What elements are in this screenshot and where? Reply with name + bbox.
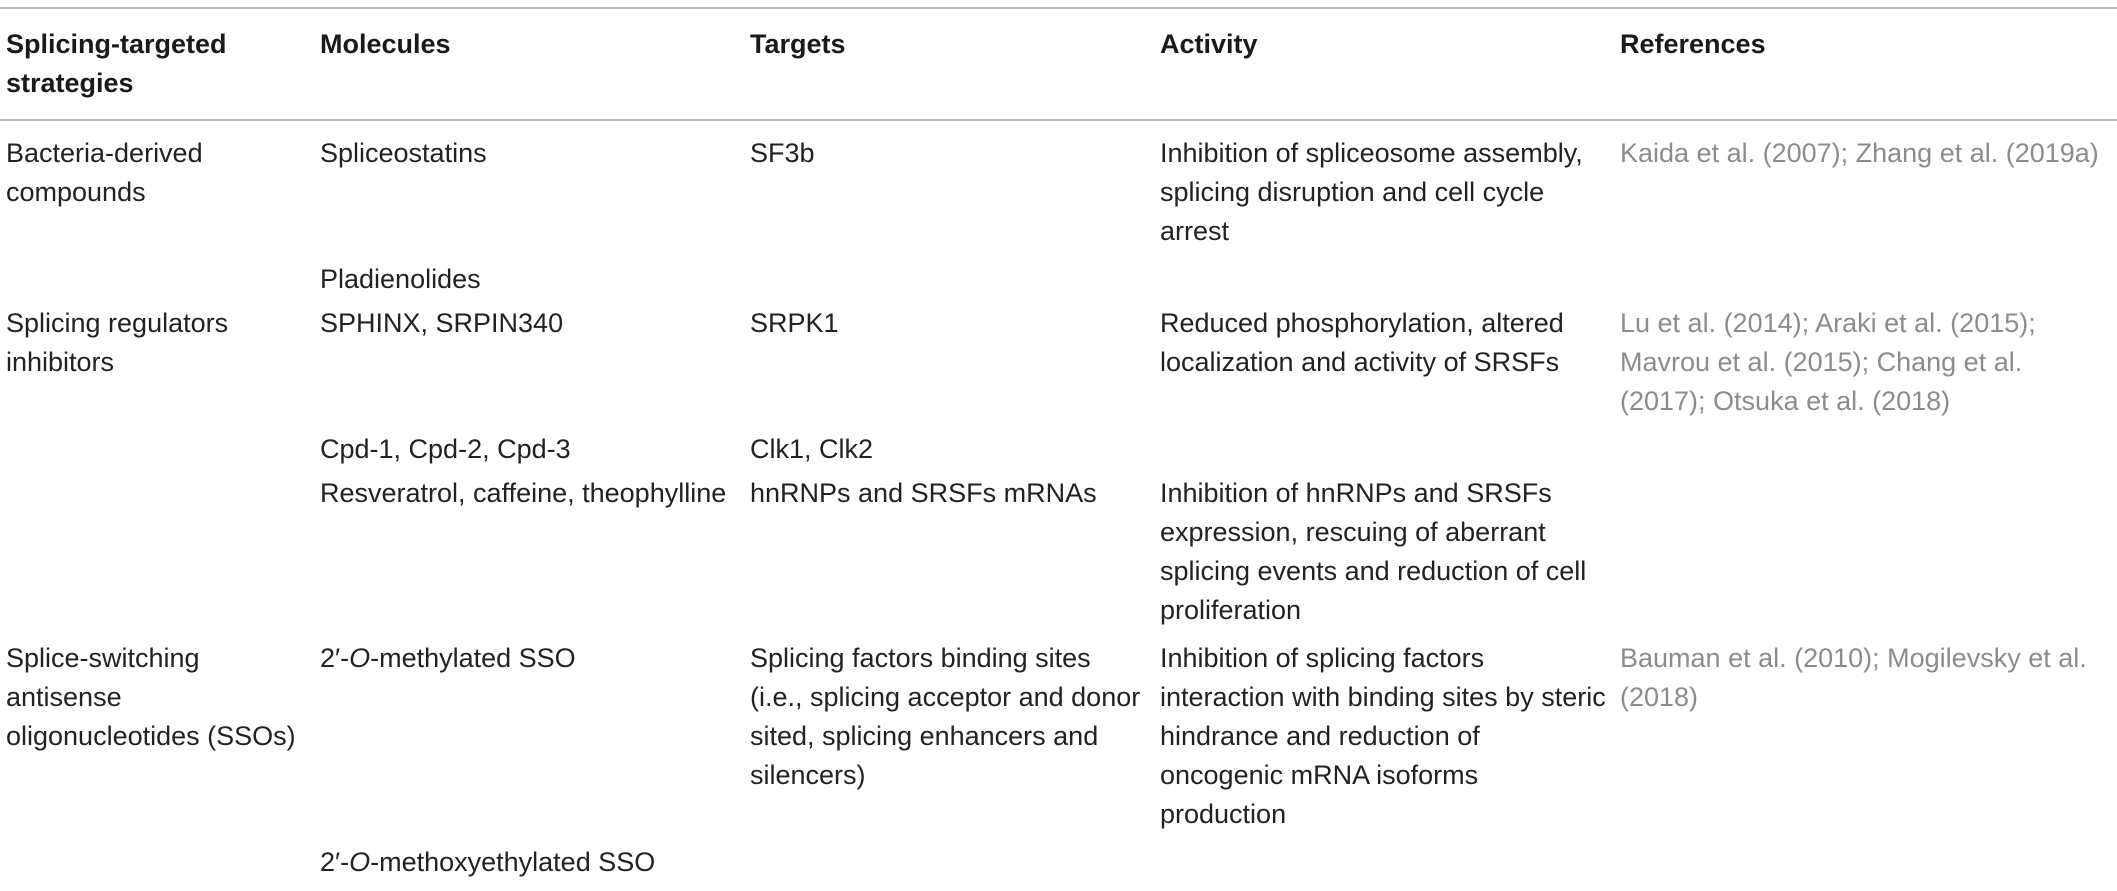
cell-references — [1614, 260, 2117, 304]
table-row — [0, 639, 2117, 843]
table-row — [0, 260, 2117, 304]
cell-strategy — [0, 474, 314, 639]
splicing-strategies-table — [0, 7, 2117, 891]
molecule-prefix: 2′- — [320, 643, 350, 673]
cell-targets — [744, 260, 1154, 304]
table-body — [0, 120, 2117, 891]
cell-references — [1614, 639, 2117, 843]
molecule-prefix: 2′- — [320, 847, 350, 877]
header-activity: Activity — [1160, 29, 1258, 59]
cell-molecules: Cpd-1, Cpd-2, Cpd-3 — [320, 434, 571, 464]
cell-targets — [744, 843, 1154, 891]
molecule-italic: O — [349, 847, 371, 877]
cell-activity: Inhibition of spliceosome assembly, splicing disruption and cell cycle arrest — [1160, 138, 1583, 246]
reference-link[interactable]: Lu et al. (2014); Araki et al. (2015); Mavrou et al. (2015); Chang et al. (2017); Otsuka et al. (2018) — [1620, 308, 2036, 416]
reference-link[interactable]: Kaida et al. (2007); Zhang et al. (2019a) — [1620, 138, 2099, 168]
cell-targets: hnRNPs and SRSFs mRNAs — [750, 478, 1097, 508]
cell-activity — [1154, 260, 1614, 304]
cell-activity — [1154, 430, 1614, 474]
cell-molecules: SPHINX, SRPIN340 — [320, 308, 564, 338]
molecule-italic: O — [349, 643, 371, 673]
cell-activity: Inhibition of splicing factors interaction with binding sites by steric hindrance and reduction of oncogenic mRNA isoforms production — [1160, 643, 1606, 829]
cell-activity: Reduced phosphorylation, altered localization and activity of SRSFs — [1160, 308, 1564, 377]
cell-strategy: Splicing regulators inhibitors — [6, 308, 229, 377]
table-row — [0, 304, 2117, 430]
header-strategy: Splicing-targeted strategies — [6, 29, 227, 98]
cell-references — [1614, 120, 2117, 260]
cell-activity: Inhibition of hnRNPs and SRSFs expression, rescuing of aberrant splicing events and reduction of cell proliferation — [1160, 478, 1587, 625]
table-row — [0, 430, 2117, 474]
cell-strategy: Bacteria-derived compounds — [6, 138, 203, 207]
cell-references — [1614, 474, 2117, 639]
table-row — [0, 120, 2117, 260]
cell-molecules: Spliceostatins — [320, 138, 487, 168]
table-row — [0, 474, 2117, 639]
table-header — [0, 8, 2117, 120]
cell-targets: Splicing factors binding sites (i.e., splicing acceptor and donor sited, splicing enhancers and silencers) — [750, 643, 1141, 790]
table-row — [0, 843, 2117, 891]
cell-targets: SRPK1 — [750, 308, 839, 338]
cell-molecules — [314, 843, 744, 891]
header-references: References — [1620, 29, 1766, 59]
cell-strategy — [0, 260, 314, 304]
header-targets: Targets — [750, 29, 846, 59]
cell-molecules: Resveratrol, caffeine, theophylline — [320, 478, 727, 508]
molecule-suffix: -methoxyethylated SSO — [370, 847, 656, 877]
cell-targets: SF3b — [750, 138, 815, 168]
cell-references — [1614, 430, 2117, 474]
header-molecules: Molecules — [320, 29, 451, 59]
cell-strategy — [0, 843, 314, 891]
cell-strategy — [0, 430, 314, 474]
header-row — [0, 8, 2117, 120]
cell-references — [1614, 304, 2117, 430]
cell-activity — [1154, 843, 1614, 891]
reference-link[interactable]: Bauman et al. (2010); Mogilevsky et al. (2018) — [1620, 643, 2087, 712]
cell-targets: Clk1, Clk2 — [750, 434, 874, 464]
cell-references — [1614, 843, 2117, 891]
cell-molecules: Pladienolides — [320, 264, 481, 294]
cell-molecules — [314, 639, 744, 843]
molecule-suffix: -methylated SSO — [370, 643, 576, 673]
cell-strategy: Splice-switching antisense oligonucleotides (SSOs) — [6, 643, 296, 751]
